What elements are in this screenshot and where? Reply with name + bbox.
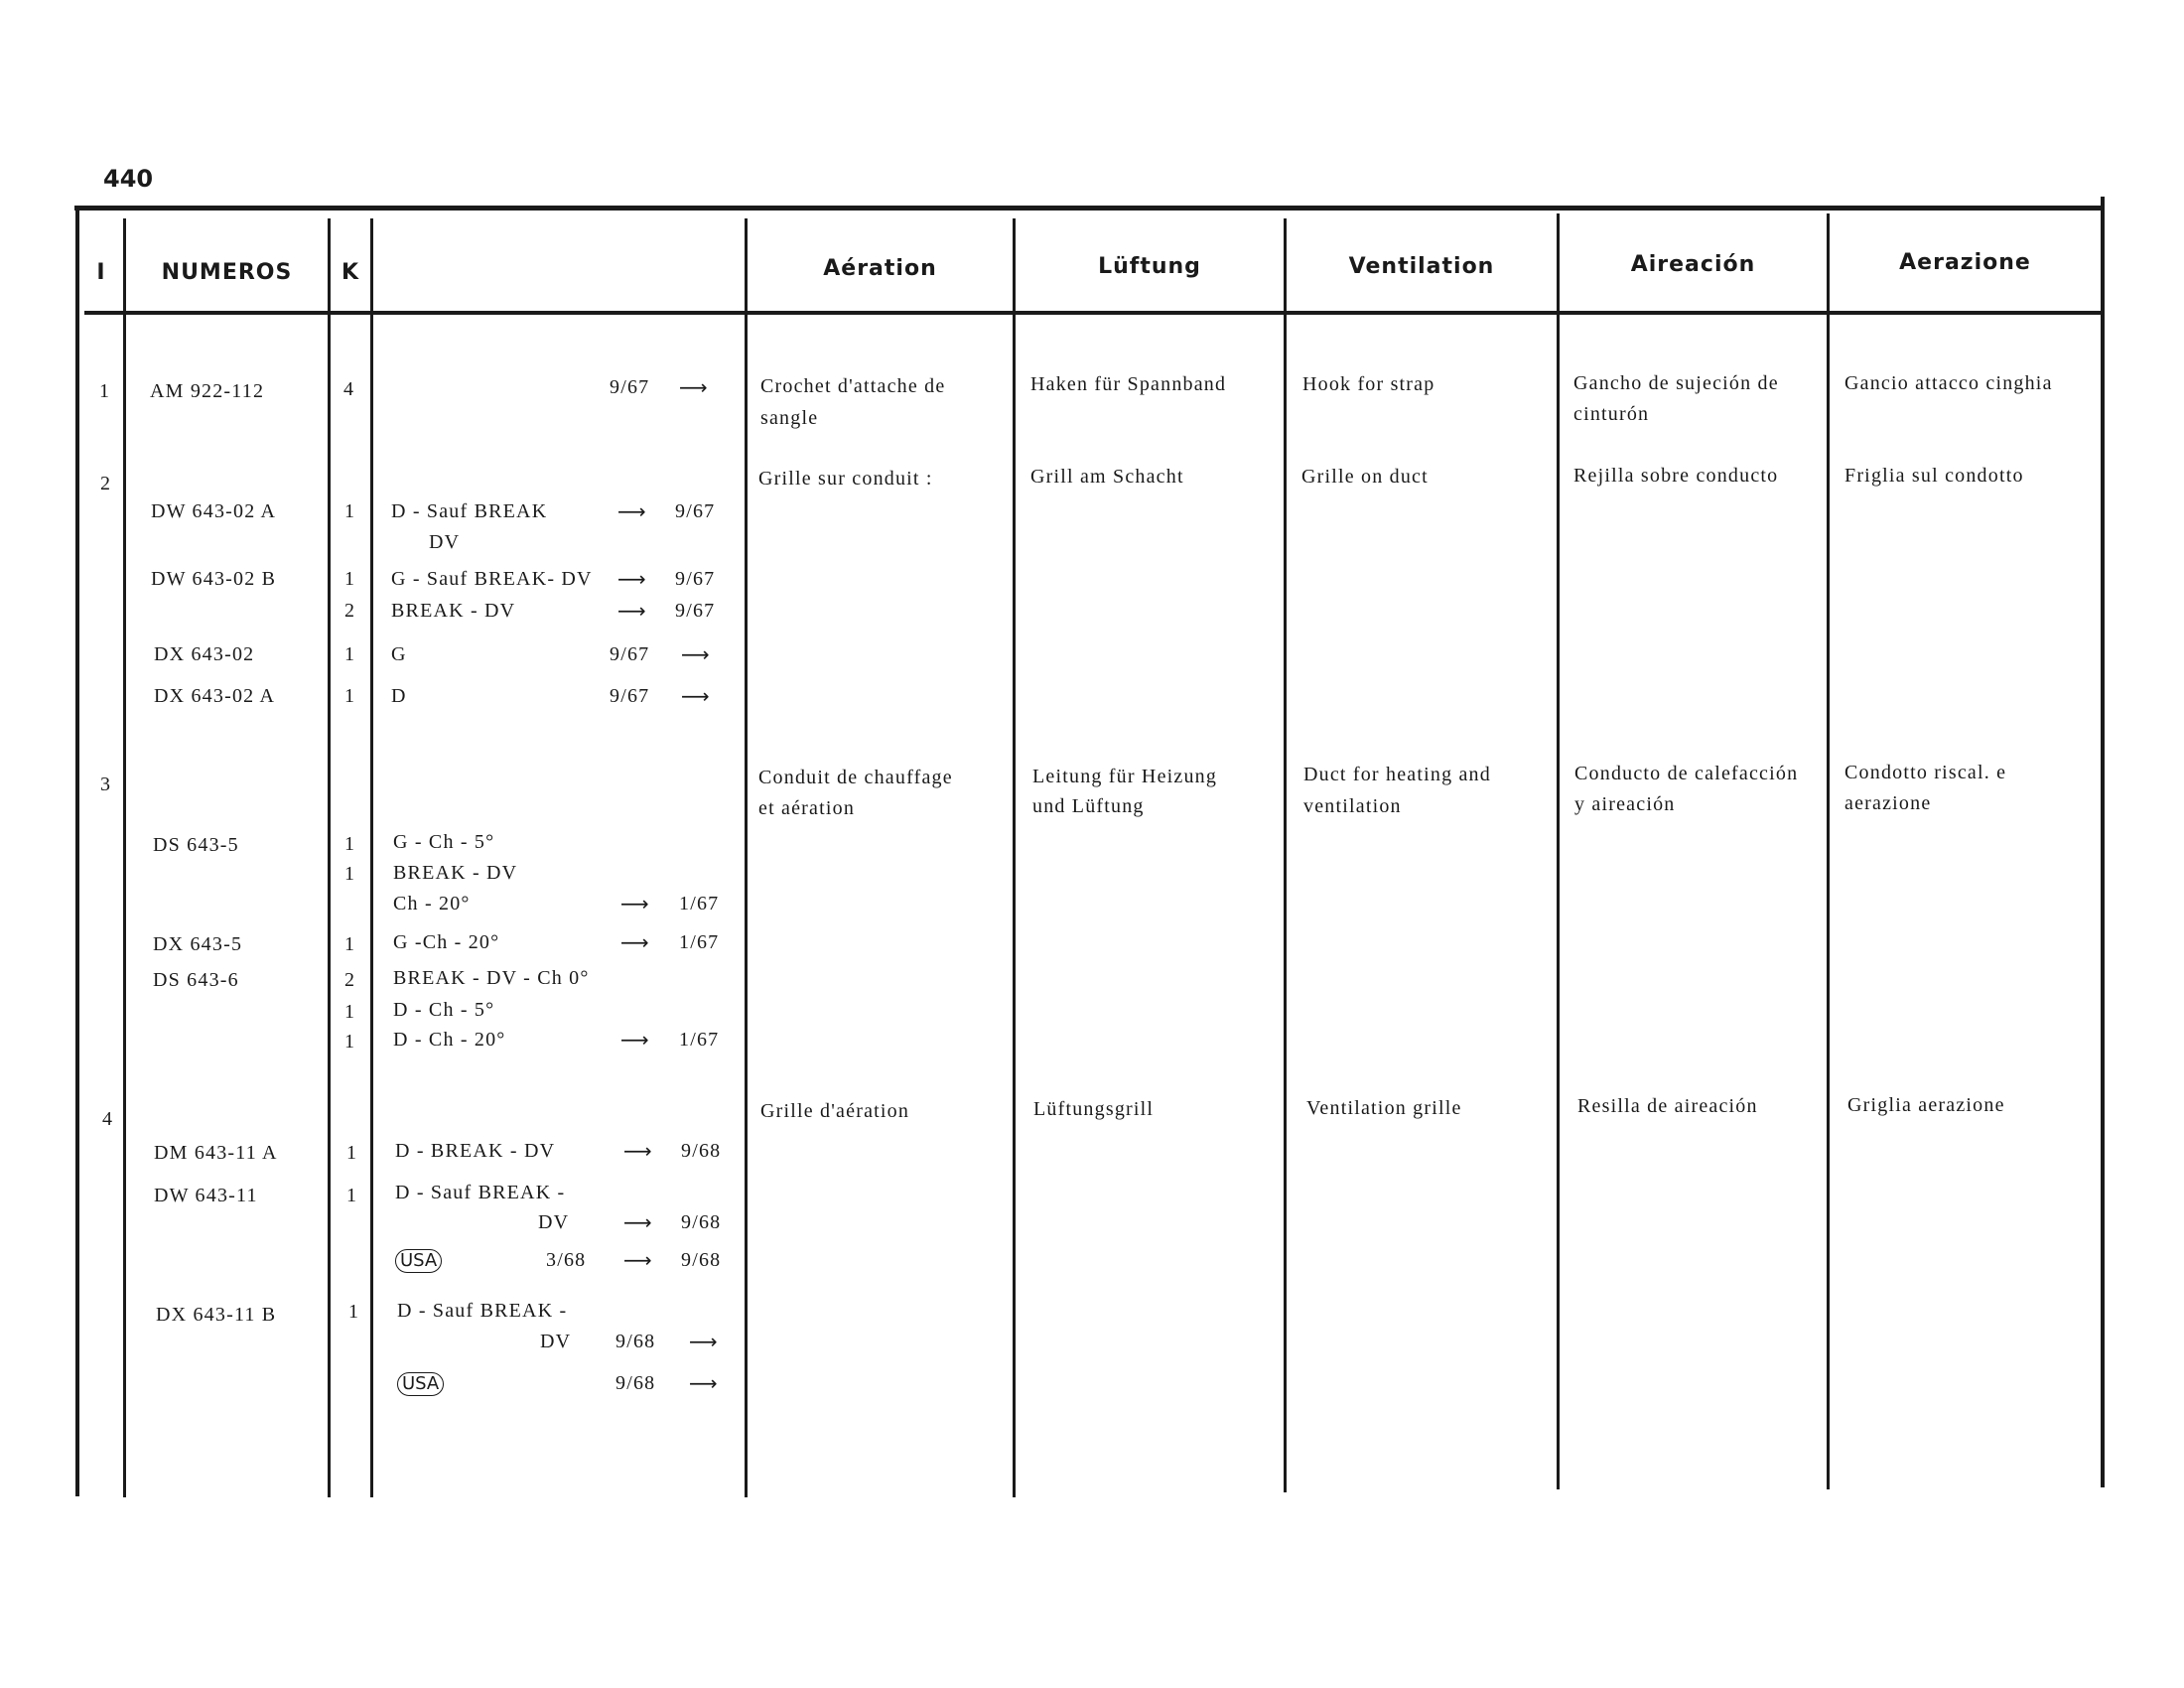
quantity: 1 xyxy=(344,643,356,665)
variant-desc: D - Ch - 5° xyxy=(393,999,495,1021)
quantity: 1 xyxy=(344,685,356,707)
desc-en: Duct for heating and xyxy=(1303,764,1491,785)
variant-desc: D - BREAK - DV xyxy=(395,1140,556,1162)
date: 9/67 xyxy=(610,643,650,665)
variant-desc-cont: DV xyxy=(429,531,461,553)
part-number: DS 643-5 xyxy=(153,834,239,856)
date: 9/67 xyxy=(675,500,716,522)
variant-desc: D - Sauf BREAK xyxy=(391,500,548,522)
arrow-right-icon: ⟶ xyxy=(620,1028,650,1052)
arrow-right-icon: ⟶ xyxy=(617,599,647,623)
date: 9/67 xyxy=(610,376,650,398)
variant-desc: BREAK - DV xyxy=(393,862,518,884)
quantity: 1 xyxy=(344,863,356,885)
usa-badge: USA xyxy=(395,1249,442,1273)
quantity: 2 xyxy=(344,600,356,622)
arrow-right-icon: ⟶ xyxy=(617,499,647,523)
desc-it: Gancio attacco cinghia xyxy=(1844,372,2053,394)
variant-desc: D - Sauf BREAK - xyxy=(397,1300,568,1322)
header-luftung: Lüftung xyxy=(1098,254,1201,279)
col-sep-7 xyxy=(1557,213,1560,1489)
date: 1/67 xyxy=(679,893,720,914)
market-badge xyxy=(397,1368,444,1398)
variant-desc-cont: DV xyxy=(538,1211,570,1233)
date: 1/67 xyxy=(679,931,720,953)
header-bottom-border xyxy=(84,311,2105,315)
desc-es: Gancho de sujeción de xyxy=(1573,372,1779,394)
header-aerazione: Aerazione xyxy=(1899,250,2031,275)
arrow-right-icon: ⟶ xyxy=(623,1210,653,1234)
col-sep-5 xyxy=(1013,218,1016,1497)
desc-fr-cont: sangle xyxy=(760,407,819,429)
arrow-right-icon: ⟶ xyxy=(689,1330,719,1353)
part-number: DX 643-02 xyxy=(154,643,255,665)
desc-es: Resilla de aireación xyxy=(1577,1095,1758,1117)
row-index: 4 xyxy=(102,1108,114,1130)
header-k: K xyxy=(341,260,360,285)
desc-it-cont: aerazione xyxy=(1844,792,1932,814)
desc-it: Griglia aerazione xyxy=(1847,1094,2005,1116)
variant-desc: BREAK - DV xyxy=(391,600,516,622)
desc-en-cont: ventilation xyxy=(1303,795,1402,817)
market-badge xyxy=(395,1245,442,1275)
part-number: DW 643-11 xyxy=(154,1185,258,1206)
desc-it: Friglia sul condotto xyxy=(1844,465,2024,487)
row-index: 1 xyxy=(99,380,111,402)
page-number: 440 xyxy=(103,165,154,193)
col-sep-2 xyxy=(328,218,331,1497)
header-i: I xyxy=(96,260,106,285)
quantity: 1 xyxy=(344,1031,356,1053)
arrow-right-icon: ⟶ xyxy=(623,1248,653,1272)
quantity: 1 xyxy=(344,833,356,855)
desc-es: Rejilla sobre conducto xyxy=(1573,465,1779,487)
date: 9/68 xyxy=(615,1331,656,1352)
variant-desc: Ch - 20° xyxy=(393,893,471,914)
variant-desc: D xyxy=(391,685,407,707)
date: 1/67 xyxy=(679,1029,720,1051)
table-top-border xyxy=(74,206,2105,211)
date-from: 3/68 xyxy=(546,1249,587,1271)
arrow-right-icon: ⟶ xyxy=(620,930,650,954)
desc-de: Leitung für Heizung xyxy=(1032,766,1218,787)
part-number: DW 643-02 A xyxy=(151,500,277,522)
desc-de: Lüftungsgrill xyxy=(1033,1098,1155,1120)
part-number: AM 922-112 xyxy=(150,380,265,402)
usa-badge: USA xyxy=(397,1372,444,1396)
date: 9/68 xyxy=(681,1140,722,1162)
desc-es-cont: cinturón xyxy=(1573,403,1650,425)
part-number: DW 643-02 B xyxy=(151,568,277,590)
desc-en: Hook for strap xyxy=(1302,373,1435,395)
variant-desc: D - Sauf BREAK - xyxy=(395,1182,566,1203)
part-number: DX 643-5 xyxy=(153,933,243,955)
arrow-right-icon: ⟶ xyxy=(679,375,709,399)
part-number: DS 643-6 xyxy=(153,969,239,991)
col-sep-6 xyxy=(1284,218,1287,1492)
variant-desc: G - Ch - 5° xyxy=(393,831,495,853)
variant-desc: G -Ch - 20° xyxy=(393,931,500,953)
date: 9/68 xyxy=(681,1249,722,1271)
part-number: DX 643-11 B xyxy=(156,1304,277,1326)
variant-desc: BREAK - DV - Ch 0° xyxy=(393,967,590,989)
col-sep-4 xyxy=(745,218,748,1497)
desc-fr-cont: et aération xyxy=(758,797,856,819)
arrow-right-icon: ⟶ xyxy=(617,567,647,591)
header-aireacion: Aireación xyxy=(1630,252,1756,277)
desc-de: Grill am Schacht xyxy=(1030,466,1184,488)
quantity: 4 xyxy=(343,378,355,400)
date: 9/68 xyxy=(681,1211,722,1233)
variant-desc: G - Sauf BREAK- DV xyxy=(391,568,593,590)
col-sep-3 xyxy=(370,218,373,1497)
variant-desc-cont: DV xyxy=(540,1331,572,1352)
arrow-right-icon: ⟶ xyxy=(681,642,711,666)
col-sep-1 xyxy=(123,218,126,1497)
quantity: 1 xyxy=(344,568,356,590)
date: 9/67 xyxy=(675,568,716,590)
part-number: DM 643-11 A xyxy=(154,1142,278,1164)
desc-it: Condotto riscal. e xyxy=(1844,762,2007,783)
quantity: 1 xyxy=(344,1001,356,1023)
desc-es: Conducto de calefacción xyxy=(1574,763,1799,784)
row-index: 3 xyxy=(100,774,112,795)
desc-en: Grille on duct xyxy=(1301,466,1429,488)
variant-desc: G xyxy=(391,643,407,665)
date: 9/68 xyxy=(615,1372,656,1394)
quantity: 1 xyxy=(346,1185,358,1206)
desc-fr: Grille sur conduit : xyxy=(758,468,933,490)
arrow-right-icon: ⟶ xyxy=(623,1139,653,1163)
desc-de: Haken für Spannband xyxy=(1030,373,1227,395)
date: 9/67 xyxy=(610,685,650,707)
table-left-border xyxy=(75,206,79,1496)
quantity: 2 xyxy=(344,969,356,991)
variant-desc: D - Ch - 20° xyxy=(393,1029,506,1051)
quantity: 1 xyxy=(344,933,356,955)
quantity: 1 xyxy=(346,1142,358,1164)
part-number: DX 643-02 A xyxy=(154,685,276,707)
date: 9/67 xyxy=(675,600,716,622)
header-ventilation: Ventilation xyxy=(1348,254,1495,279)
desc-de-cont: und Lüftung xyxy=(1032,795,1145,817)
arrow-right-icon: ⟶ xyxy=(681,684,711,708)
header-numeros: NUMEROS xyxy=(161,260,293,285)
desc-en: Ventilation grille xyxy=(1306,1097,1462,1119)
arrow-right-icon: ⟶ xyxy=(620,892,650,915)
quantity: 1 xyxy=(348,1301,360,1323)
desc-es-cont: y aireación xyxy=(1574,793,1676,815)
arrow-right-icon: ⟶ xyxy=(689,1371,719,1395)
header-aeration: Aération xyxy=(823,256,937,281)
table-right-border xyxy=(2101,197,2105,1487)
desc-fr: Grille d'aération xyxy=(760,1100,910,1122)
col-sep-8 xyxy=(1827,213,1830,1489)
row-index: 2 xyxy=(100,473,112,494)
quantity: 1 xyxy=(344,500,356,522)
desc-fr: Crochet d'attache de xyxy=(760,375,946,397)
desc-fr: Conduit de chauffage xyxy=(758,767,953,788)
